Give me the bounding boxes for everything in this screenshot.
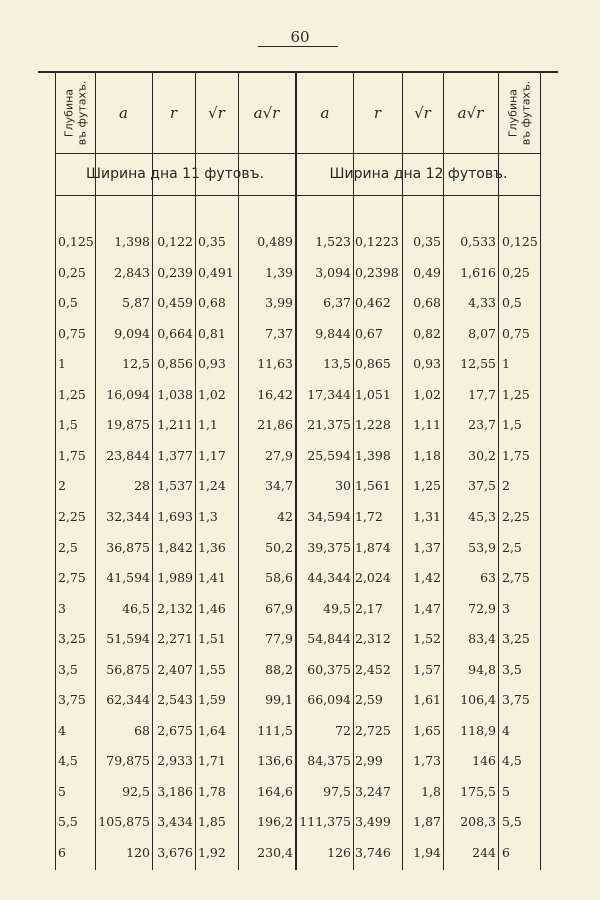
cell-depth-left: 0,75 [58,325,86,341]
header-a-right: a [320,104,330,122]
cell-a-right: 84,375 [307,753,351,769]
cell-depth-left: 1,75 [58,447,86,463]
cell-r-right: 1,228 [355,417,391,433]
cell-a-left: 41,594 [106,570,150,586]
cell-r-right: 0,67 [355,325,383,341]
cell-depth-right: 2 [502,478,510,494]
cell-a-right: 72 [335,722,351,738]
cell-depth-right: 3,25 [502,631,530,647]
cell-depth-left: 2 [58,478,66,494]
table-row [0,232,600,252]
table-row [0,385,600,405]
cell-a-sqrt-r-right: 244 [472,845,496,860]
cell-r-left: 1,377 [157,447,193,463]
cell-depth-right: 1,5 [502,417,522,433]
cell-sqrt-r-right: 1,42 [413,570,441,586]
cell-a-left: 23,844 [106,447,150,463]
cell-r-right: 1,561 [355,478,391,494]
cell-r-left: 1,693 [157,508,193,524]
cell-depth-right: 1 [502,356,510,372]
cell-depth-right: 2,75 [502,570,530,586]
cell-r-left: 2,132 [157,600,193,616]
table-row [0,568,600,588]
header-a-sqrt-r-left: a√r [253,104,280,122]
cell-a-right: 111,375 [299,814,351,830]
cell-sqrt-r-right: 1,52 [413,631,441,647]
cell-r-right: 0,865 [355,356,391,372]
cell-depth-left: 5,5 [58,814,78,830]
cell-r-left: 1,038 [157,386,193,402]
cell-a-sqrt-r-left: 3,99 [265,295,293,311]
cell-a-sqrt-r-right: 4,33 [468,295,496,311]
table-row [0,751,600,771]
table-row [0,599,600,619]
depth-header-left: Глубина въ футахъ. [62,80,88,146]
cell-a-sqrt-r-right: 118,9 [460,722,496,738]
depth-header-right: Глубина въ футахъ. [506,80,532,146]
cell-depth-left: 3,25 [58,631,86,647]
cell-a-sqrt-r-right: 12,55 [460,356,496,372]
cell-depth-right: 3 [502,600,510,616]
cell-a-left: 62,344 [106,692,150,708]
cell-depth-right: 4 [502,722,510,738]
cell-sqrt-r-right: 1,37 [413,539,441,555]
header-a-left: a [119,104,128,122]
cell-a-sqrt-r-left: 58,6 [265,570,293,586]
cell-depth-left: 1,5 [58,417,78,433]
cell-a-sqrt-r-right: 175,5 [460,783,496,799]
table-row [0,660,600,680]
cell-a-sqrt-r-right: 83,4 [468,631,496,647]
table-row [0,415,600,435]
header-sqrt-r-left: √r [208,104,225,122]
cell-sqrt-r-left: 1,41 [198,570,226,586]
table-row [0,446,600,466]
cell-a-sqrt-r-left: 88,2 [265,661,293,677]
cell-a-sqrt-r-right: 106,4 [460,692,496,708]
cell-a-right: 97,5 [323,783,351,799]
cell-depth-right: 1,75 [502,447,530,463]
cell-r-right: 3,499 [355,814,391,830]
cell-a-right: 126 [327,845,351,860]
cell-a-sqrt-r-left: 136,6 [257,753,293,769]
cell-depth-right: 5 [502,783,510,799]
table-row [0,538,600,558]
cell-sqrt-r-right: 1,73 [413,753,441,769]
cell-a-right: 34,594 [307,508,351,524]
table-row [0,782,600,802]
table-row [0,354,600,374]
cell-a-sqrt-r-left: 21,86 [257,417,293,433]
cell-a-left: 19,875 [106,417,150,433]
cell-a-sqrt-r-left: 67,9 [265,600,293,616]
cell-a-sqrt-r-right: 208,3 [460,814,496,830]
cell-a-right: 9,844 [315,325,351,341]
cell-a-sqrt-r-left: 7,37 [265,325,293,341]
cell-a-sqrt-r-left: 230,4 [257,845,293,860]
cell-a-right: 1,523 [315,234,351,249]
cell-r-right: 2,17 [355,600,383,616]
cell-r-right: 0,2398 [355,264,399,280]
cell-r-left: 2,271 [157,631,193,647]
cell-r-right: 2,99 [355,753,383,769]
cell-a-left: 2,843 [114,264,150,280]
cell-depth-right: 1,25 [502,386,530,402]
cell-a-sqrt-r-right: 45,3 [468,508,496,524]
cell-sqrt-r-left: 1,55 [198,661,226,677]
cell-a-left: 51,594 [106,631,150,647]
cell-sqrt-r-right: 0,93 [413,356,441,372]
page-number-rule [258,46,338,47]
cell-depth-right: 4,5 [502,753,522,769]
cell-r-left: 0,459 [157,295,193,311]
cell-sqrt-r-left: 0,68 [198,295,226,311]
cell-sqrt-r-left: 1,78 [198,783,226,799]
header-r-right: r [373,104,382,122]
cell-a-sqrt-r-left: 196,2 [257,814,293,830]
cell-a-right: 13,5 [323,356,351,372]
cell-r-right: 2,725 [355,722,391,738]
cell-a-left: 1,398 [114,234,150,249]
cell-depth-right: 2,25 [502,508,530,524]
cell-depth-left: 4 [58,722,66,738]
cell-a-left: 32,344 [106,508,150,524]
cell-a-sqrt-r-right: 146 [472,753,496,769]
cell-a-sqrt-r-left: 99,1 [265,692,293,708]
cell-depth-left: 2,5 [58,539,78,555]
cell-a-right: 66,094 [307,692,351,708]
cell-depth-right: 0,75 [502,325,530,341]
cell-a-sqrt-r-left: 164,6 [257,783,293,799]
cell-a-left: 9,094 [114,325,150,341]
cell-depth-left: 0,25 [58,264,86,280]
cell-depth-left: 3,75 [58,692,86,708]
cell-sqrt-r-right: 0,35 [413,234,441,249]
cell-depth-right: 0,125 [502,234,538,249]
cell-r-left: 0,664 [157,325,193,341]
cell-depth-left: 4,5 [58,753,78,769]
cell-a-right: 25,594 [307,447,351,463]
cell-sqrt-r-left: 1,3 [198,508,218,524]
cell-r-left: 0,122 [157,234,193,249]
table-row [0,293,600,313]
subtitle-rule [55,195,541,196]
header-a-sqrt-r-right: a√r [457,104,484,122]
cell-a-sqrt-r-right: 53,9 [468,539,496,555]
cell-sqrt-r-left: 0,81 [198,325,226,341]
cell-a-sqrt-r-right: 0,533 [460,234,496,249]
cell-depth-left: 1,25 [58,386,86,402]
cell-a-right: 39,375 [307,539,351,555]
cell-sqrt-r-right: 1,57 [413,661,441,677]
cell-r-left: 0,239 [157,264,193,280]
cell-r-right: 2,024 [355,570,391,586]
cell-sqrt-r-right: 0,68 [413,295,441,311]
cell-depth-left: 2,75 [58,570,86,586]
table-row [0,324,600,344]
cell-a-left: 36,875 [106,539,150,555]
table-row [0,476,600,496]
cell-a-sqrt-r-left: 1,39 [265,264,293,280]
cell-depth-right: 2,5 [502,539,522,555]
cell-a-left: 46,5 [122,600,150,616]
table-row [0,721,600,741]
cell-a-sqrt-r-right: 23,7 [468,417,496,433]
cell-a-sqrt-r-left: 34,7 [265,478,293,494]
cell-sqrt-r-right: 1,47 [413,600,441,616]
cell-sqrt-r-right: 1,65 [413,722,441,738]
cell-a-left: 12,5 [122,356,150,372]
cell-a-sqrt-r-right: 37,5 [468,478,496,494]
cell-depth-right: 6 [502,845,510,860]
cell-r-right: 1,051 [355,386,391,402]
cell-a-right: 60,375 [307,661,351,677]
cell-sqrt-r-right: 1,61 [413,692,441,708]
cell-r-left: 0,856 [157,356,193,372]
section-title-left: Ширина дна 11 футовъ. [86,166,264,182]
cell-a-right: 54,844 [307,631,351,647]
cell-sqrt-r-left: 1,59 [198,692,226,708]
cell-sqrt-r-right: 1,94 [413,845,441,860]
cell-a-sqrt-r-left: 42 [277,508,293,524]
table-row [0,507,600,527]
cell-sqrt-r-left: 1,92 [198,845,226,860]
cell-r-left: 2,407 [157,661,193,677]
cell-a-sqrt-r-left: 11,63 [257,356,293,372]
cell-a-sqrt-r-right: 94,8 [468,661,496,677]
cell-a-right: 6,37 [323,295,351,311]
cell-a-right: 3,094 [315,264,351,280]
cell-depth-left: 3,5 [58,661,78,677]
cell-sqrt-r-left: 1,51 [198,631,226,647]
cell-a-left: 28 [134,478,150,494]
table-row [0,812,600,832]
cell-a-right: 44,344 [307,570,351,586]
table-row [0,263,600,283]
cell-a-right: 17,344 [307,386,351,402]
cell-r-right: 1,874 [355,539,391,555]
cell-sqrt-r-left: 1,64 [198,722,226,738]
cell-sqrt-r-left: 1,17 [198,447,226,463]
cell-sqrt-r-left: 1,24 [198,478,226,494]
cell-a-left: 92,5 [122,783,150,799]
cell-r-left: 3,676 [157,845,193,860]
cell-r-left: 2,543 [157,692,193,708]
table-row [0,629,600,649]
cell-depth-left: 6 [58,845,66,860]
cell-a-left: 105,875 [98,814,150,830]
cell-sqrt-r-right: 1,11 [413,417,441,433]
cell-r-right: 1,72 [355,508,383,524]
cell-r-left: 1,842 [157,539,193,555]
cell-a-left: 56,875 [106,661,150,677]
cell-a-sqrt-r-right: 8,07 [468,325,496,341]
cell-a-sqrt-r-left: 0,489 [257,234,293,249]
cell-sqrt-r-left: 1,02 [198,386,226,402]
cell-depth-left: 0,125 [58,234,94,249]
cell-r-right: 2,312 [355,631,391,647]
cell-depth-right: 5,5 [502,814,522,830]
cell-a-sqrt-r-left: 50,2 [265,539,293,555]
cell-depth-right: 3,5 [502,661,522,677]
cell-a-left: 120 [126,845,150,860]
cell-depth-left: 3 [58,600,66,616]
cell-r-left: 1,989 [157,570,193,586]
cell-a-left: 5,87 [122,295,150,311]
cell-a-left: 79,875 [106,753,150,769]
cell-a-sqrt-r-right: 17,7 [468,386,496,402]
cell-sqrt-r-right: 1,31 [413,508,441,524]
cell-sqrt-r-left: 1,46 [198,600,226,616]
cell-sqrt-r-left: 1,1 [198,417,218,433]
table-row [0,843,600,863]
cell-sqrt-r-left: 1,85 [198,814,226,830]
cell-r-right: 2,452 [355,661,391,677]
cell-r-left: 3,186 [157,783,193,799]
cell-depth-left: 2,25 [58,508,86,524]
cell-sqrt-r-right: 1,8 [421,783,441,799]
cell-depth-left: 5 [58,783,66,799]
cell-depth-left: 0,5 [58,295,78,311]
cell-a-sqrt-r-left: 27,9 [265,447,293,463]
cell-sqrt-r-right: 1,18 [413,447,441,463]
cell-sqrt-r-right: 1,87 [413,814,441,830]
cell-r-right: 0,462 [355,295,391,311]
cell-r-right: 2,59 [355,692,383,708]
cell-sqrt-r-right: 0,49 [413,264,441,280]
cell-a-sqrt-r-left: 111,5 [257,722,293,738]
page-number: 60 [290,28,310,46]
cell-r-left: 1,211 [157,417,193,433]
cell-sqrt-r-left: 1,71 [198,753,226,769]
cell-a-sqrt-r-right: 30,2 [468,447,496,463]
cell-r-left: 2,933 [157,753,193,769]
cell-r-left: 1,537 [157,478,193,494]
cell-r-right: 3,247 [355,783,391,799]
cell-depth-right: 0,25 [502,264,530,280]
cell-a-right: 30 [335,478,351,494]
cell-a-left: 68 [134,722,150,738]
header-sqrt-r-right: √r [414,104,431,122]
cell-a-sqrt-r-left: 77,9 [265,631,293,647]
cell-sqrt-r-left: 0,491 [198,264,234,280]
cell-r-right: 3,746 [355,845,391,860]
table-row [0,690,600,710]
cell-sqrt-r-left: 0,35 [198,234,226,249]
cell-sqrt-r-right: 1,25 [413,478,441,494]
cell-r-right: 1,398 [355,447,391,463]
cell-sqrt-r-right: 0,82 [413,325,441,341]
cell-a-sqrt-r-right: 72,9 [468,600,496,616]
cell-r-left: 2,675 [157,722,193,738]
cell-r-left: 3,434 [157,814,193,830]
cell-sqrt-r-right: 1,02 [413,386,441,402]
cell-a-right: 21,375 [307,417,351,433]
cell-depth-left: 1 [58,356,66,372]
cell-sqrt-r-left: 1,36 [198,539,226,555]
cell-sqrt-r-left: 0,93 [198,356,226,372]
cell-a-left: 16,094 [106,386,150,402]
cell-depth-right: 3,75 [502,692,530,708]
cell-r-right: 0,1223 [355,234,399,249]
cell-a-right: 49,5 [323,600,351,616]
cell-a-sqrt-r-left: 16,42 [257,386,293,402]
cell-a-sqrt-r-right: 1,616 [460,264,496,280]
header-r-left: r [169,104,178,122]
section-title-right: Ширина дна 12 футовъ. [329,166,508,182]
cell-depth-right: 0,5 [502,295,522,311]
cell-a-sqrt-r-right: 63 [480,570,496,586]
